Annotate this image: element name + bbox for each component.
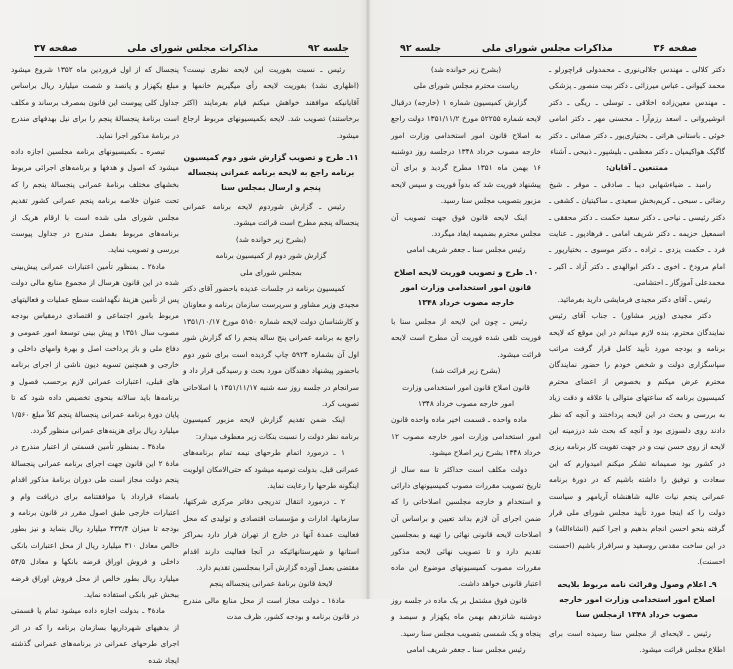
centered-note: لایحهٔ قانون برنامهٔ عمرانی پنجساله پنجم — [209, 579, 333, 589]
signature-line: رئیس مجلس سنا ـ جعفر شریف امامی — [406, 645, 526, 654]
section-heading: ۱۰ـ طرح و تصویب فوریت لایحه اصلاح قانون امور استخدامی وزارت امور خارجه مصوب خرداد ۱۳۴۸ — [393, 267, 539, 307]
centered-note: بمجلس شورای ملی — [240, 267, 302, 277]
paragraph: اینک لایحه قانون فوق جهت تصویب آن مجلس محترم بضمیمه ایفاد میگردد. — [391, 212, 541, 239]
paragraph: کمیسیون برنامه در جلسات عدیده باحضور آقای دکتر مجیدی وزیر مشاور و سرپرست سازمان برنامه و معاونان و کارشناسان دولت لایحه شماره ۵۱۵۰ مورخ ۱۳۵۱/۱۰/۱۷ راجع به برنامه عمرانی پنج ساله پنجم را که گزارش شور اول آن بشماره ۵۹۲۴ چاپ گردیده است برای شور دوم باحضور پیشنهاد دهندگان مورد بحث و رسیدگی قرار داد و سرانجام در جلسه روز سه شنبه ۱۳۵۱/۱۱/۱۷ با اصلاحاتی تصویب کرد. — [183, 284, 360, 408]
paragraph: دکتر کلالی ـ مهندس جلالی‌نوری ـ محمدولی قراچورلو ـ محمد کیوانی ـ عباس میرزائی ـ دکتر بیت منصور ـ پزشکی ـ مهندس معین‌زاده اخلاقی ـ توسلی ـ ریگی ـ دکتر انوشیروانی ـ اسعد رزم‌آرا ـ محسنی مهر ـ دکتر امامی خوئی ـ باستانی هراتی ـ بختیاری‌پور ـ دکتر صفائی ـ دکتر گاگیک هواکیمیان ـ دکتر معظمی ـ بلیشپور ـ ذبیحی ـ آشناء — [549, 65, 725, 157]
paragraph: دولت مکلف است حداکثر تا سه سال از تاریخ تصویب مقررات مصوب کمیسیونهای دارائی و استخدام و خارجه مجلسین اصلاحاتی را که ضمن اجرای آن لازم بداند تعیین و براساس آن اصلاحات لایحه قانونی نهائی را تهیه و بمجلسین تقدیم دارد و تا تصویب نهائی لایحه مذکور مقررات مصوب کمیسیونهای موضوع این ماده اعتبار قانونی خواهد داشت. — [391, 464, 541, 589]
paragraph: رئیس ـ لایحه‌ای از مجلس سنا رسیده است برای اطلاع مجلس قرائت میشود. — [549, 628, 725, 654]
paragraph: گزارش کمیسیون شماره ۱ (خارجه) درقبال لایحه شماره ۵۲۲۵۵ مورخ ۱۳۵۱/۱۱/۲ دولت راجع به اصلاح قانون امور استخدامی وزارت امور خارجه مصوب خرداد ۱۳۴۸ درجلسه روز دوشنبه ۱۶ بهمن ماه ۱۳۵۱ مطرح گردید و برای آن پیشنهاد فوریت شد که بدواً فوریت و سپس لایحه مزبور بتصویب مجلس سنا رسید. — [391, 97, 542, 206]
paragraph: پنجسال که از اول فروردین ماه ۱۳۵۲ شروع میشود مبلغ یکهزار و پانصد و شصت میلیارد ریال براساس جداول کلی پیوست این قانون بمصرف برساند و مکلف است برنامهٔ پنجسالهٔ پنجم را برای نیل بهدفهای مندرج در برنامهٔ مذکور اجرا نماید. — [11, 65, 179, 140]
text-column-left — [391, 62, 541, 658]
text-column-right — [183, 62, 359, 626]
page-header — [34, 36, 349, 57]
text-column-left — [11, 62, 179, 669]
centered-note: گزارش شور دوم از کمیسیون برنامه — [215, 251, 327, 261]
paragraph: مادهٔ۳ ـ بمنظور تأمین قسمتی از اعتبار مندرج در مادهٔ ۲ این قانون جهت اجرای برنامه عمرانی پنجسالهٔ پنجم دولت مجاز است طی دوران برنامهٔ مذکور اقدام بامضاء قرارداد یا موافقتنامه برای دریافت وام و اعتبارات خارجی طبق اصول مقرر در قانون برنامه و بودجه تا میزان ۴۳۳/۴ میلیارد ریال بنماید و نیز بطور خالص معادل ۳۱۰ میلیارد ریال از محل اعتبارات بانکی داخلی و فروش اوراق قرضه بانکها و معادل ۵۴/۵ میلیارد ریال بطور خالص از محل فروش اوراق قرضه ببخش غیر بانکی استفاده نماید. — [11, 442, 179, 599]
signature-line: رئیس مجلس سنا ـ جعفر شریف امامی — [406, 245, 526, 255]
paragraph: رامبد ـ ضیاءشهابی دیبا ـ صادقی ـ موقر ـ شیخ رضائی ـ سبحی ـ کریم‌بخش سعیدی ـ ساکیتیان ـ کشفی ـ دکتر رئیسی ـ نیاحی ـ دکتر سعید حکمت ـ دکتر محققی ـ اسمعیل حزیمه ـ دکتر شریف امامی ـ فرهادپور ـ عنایت فرد ـ حکمت یزدی ـ تراده ـ دکتر موسوی ـ بختیارپور ـ امام مرودخ ـ اخوی ـ دکتر ابوالهدی ـ دکتر آزاد ـ اکبر ـ محمدعلی آموزگار ـ احتشامی. — [549, 179, 725, 288]
paragraph: مادهٔ۴ ـ بدولت اجازه داده میشود تمام یا قسمتی از بدهیهای شهرداریها بسازمان برنامه را که در اثر اجرای طرحهای عمرانی در برنامه‌های عمرانی گذشته ایجاد شده — [11, 606, 179, 665]
section-heading: ۹ـ اعلام وصول وقرائت نامه مربوط بلایحه اصلاح امور استخدامی وزارت امور خارجه مصوب خرداد ۱۳۴۸ ازمجلس سنا — [557, 579, 717, 619]
paragraph: ۲ ـ درمورد انتقال تدریجی دفاتر مرکزی شرکتها، سازمانها، ادارات و مؤسسات اقتصادی و تولیدی که محل فعالیت عمدهٔ آنها در خارج از تهران قرار دارد بمراکز استانها و شهرستانهائیکه در آنجا فعالیت دارند اقدام مقتضی بعمل آورده گزارش آنرا بمجلسین تقدیم دارد. — [183, 497, 359, 572]
page-number: صفحه ۳۷ — [34, 43, 78, 54]
subheading: ممتنعین ـ آقایان: — [605, 163, 669, 173]
centered-note: (بشرح زیر خوانده شد) — [235, 234, 307, 244]
page-fold — [366, 0, 370, 599]
session-label: جلسه ۹۲ — [400, 43, 442, 54]
paragraph: ۱ ـ درمورد اتمام طرحهای نیمه تمام برنامه‌های عمرانی قبل، بدولت توصیه میشود که حتی‌الامکان اولویت اینگونه طرحها را رعایت نماید. — [183, 448, 359, 490]
page-36 — [372, 0, 733, 654]
paragraph: رئیس ـ گزارش شوردوم لایحه برنامه عمرانی پنجساله پنجم مطرح است قرائت میشود. — [183, 202, 359, 228]
paragraph: دکتر مجیدی (وزیر مشاور) ـ جناب آقای رئیس نمایندگان محترم، بنده لازم میدانم در این موقع که لایحه برنامه و بودجه مورد تأیید کامل قرار گرفت مراتب سپاسگزاری دولت و شخص خودم را حضور نمایندگان محترم عرض میکنم و بخصوص از اعضای محترم کمیسیون برنامه که ساعتهای متوالی با علاقه و دقت زیاد به بررسی و بحث در این لایحه پرداختند و آنچه که نظر دادند روی دلسوزی بود و آنچه که بحث شد درزمینه این لایحه از روی حسن نیت و در جهت تقویت کار برنامه ریزی در کشور بود صمیمانه تشکر میکنم امیدوارم که این سعادت و توفیق را داشته باشیم که در دورهٔ برنامه عمرانی پنجم نیات عالیه شاهنشاه آریامهر و سیاست دولت را که اینجا مورد تأیید مجلس شورای ملی قرار گرفته بنحو احسن انجام بدهیم و اجرا کنیم (انشاءالله) و در این ساخت مقدس روسفید و سرافراز باشیم (احسنت احسنت). — [549, 311, 725, 567]
paragraph: تبصره ـ بکمیسیونهای برنامه مجلسین اجازه داده میشود که اصول و هدفها و برنامه‌های اجرائی مربوط بخشهای مختلف برنامهٔ عمرانی پنجسالهٔ پنجم را که تحت عنوان خلاصه برنامه پنجم عمرانی کشور تقدیم مجلس شورای ملی شده است با ارقام هریک از برنامه‌های مربوط بفصل مندرج در جداول پیوست بررسی و تصویب نماید. — [11, 147, 179, 255]
page-37 — [0, 0, 365, 665]
publication-title: مذاکرات مجلس شورای ملی — [481, 43, 613, 54]
paragraph: مادهٔ۲ ـ بمنظور تأمین اعتبارات عمرانی پیش‌بینی شده در این قانون هرسال از مجموع منابع مالی دولت پس از تأمین هزینهٔ نگهداشت سطح عملیات و فعالیتهای مربوط بامور اجتماعی و اقتصادی درمقیاس بودجه مصوب سال ۱۳۵۱ و پیش بینی توسعهٔ امور عمومی و دفاع ملی و باز پرداخت اصل و بهرهٔ وامهای داخلی و خارجی و همچنین تسویه دیون ناشی از اجرای برنامه های قبلی، اعتبارات عمرانی لازم برحسب فصول و برنامه‌ها باید سالانه بنحوی تخصیص داده شود که تا پایان دورهٔ برنامه عمرانی پنجسالهٔ پنجم کلاً مبلغ ۱/۵۶۰ میلیارد ریال برای هزینه‌های عمرانی منظور گردد. — [11, 261, 179, 435]
publication-title: مذاکرات مجلس شورای ملی — [127, 43, 259, 54]
centered-note: (بشرح زیر خوانده شد) — [430, 65, 502, 74]
centered-note: ریاست محترم مجلس شورای ملی — [413, 81, 519, 91]
session-label: جلسه ۹۲ — [307, 43, 349, 54]
paragraph: رئیس ـ نسبت بفوریت این لایحه نظری نیست؟ (اظهاری نشد) بفوریت لایحه رأی میگیریم خانمها و آقایانیکه موافقند خواهش میکنم قیام بفرمایند (اکثر برخاستند) تصویب شد. لایحه بکمیسیونهای مربوط ارجاع میشود. — [183, 65, 359, 140]
section-heading: ۱۱ـ طرح و تصویب گزارش شور دوم کمیسیون برنامه راجع به لایحه برنامه عمرانی پنجساله پنجم و ارسال بمجلس سنا — [183, 153, 359, 193]
paragraph: ماده واحده ـ قسمت اخیر ماده واحده قانون امور استخدامی وزارت امور خارجه مصوب ۱۲ خرداد ۱۳۴۸ بشرح زیر اصلاح میشود. — [391, 415, 541, 458]
centered-note: (بشرح زیر قرائت شد) — [431, 366, 501, 376]
paragraph: رئیس ـ چون این لایحه از مجلس سنا با فوریت تلقی شده فوریت آن مطرح است لایحه قرائت میشود. — [391, 316, 541, 359]
paragraph: قانون فوق مشتمل بر یک ماده در جلسه روز دوشنبه شانزدهم بهمن ماه یکهزار و سیصد و پنجاه و یک شمسی بتصویب مجلس سنا رسید. — [391, 595, 541, 638]
paragraph: اینک ضمن تقدیم گزارش لایحه مزبور کمیسیون برنامه نظر دولت را نسبت بنکات زیر معطوف میدارد: — [183, 415, 359, 441]
page-header — [400, 36, 697, 57]
paragraph: رئیس ـ آقای دکتر مجیدی فرمایشی دارید بفرمائید. — [557, 294, 711, 304]
paragraph: مادهٔ۱ ـ دولت مجاز است از محل منابع مالی مندرج در قانون برنامه و بودجه کشور، ظرف مدت — [183, 595, 359, 622]
text-column-right — [549, 62, 725, 658]
centered-note: قانون اصلاح قانون امور استخدامی وزارت — [402, 382, 530, 392]
page-number: صفحه ۳۶ — [653, 43, 697, 54]
centered-note: امور خارجه مصوب خرداد ۱۳۴۸ — [417, 398, 515, 408]
